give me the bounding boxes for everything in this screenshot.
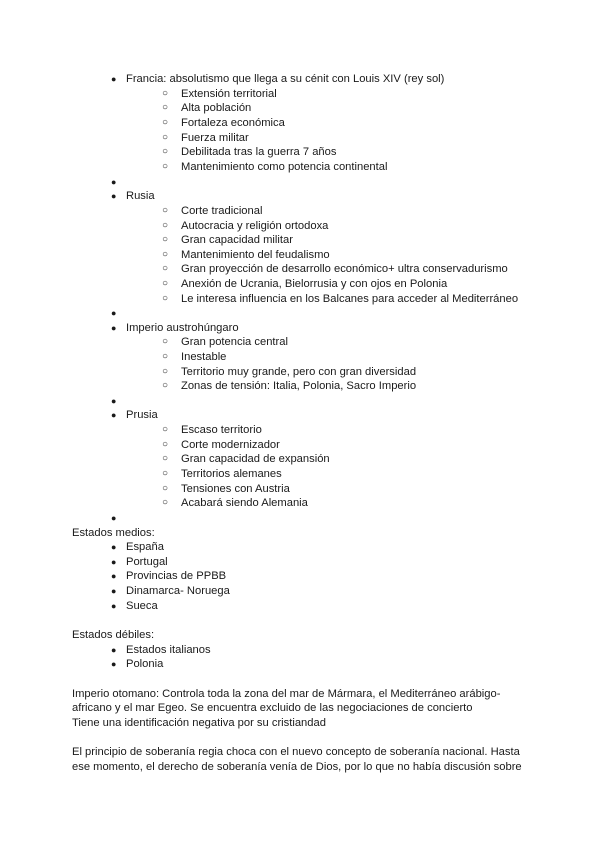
circle-bullet-icon: ○ [162,439,169,450]
bullet-icon: ● [111,571,117,581]
list-item: Dinamarca- Noruega [126,585,230,597]
list-item: Zonas de tensión: Italia, Polonia, Sacro Imperio [181,380,417,392]
bullet-icon: ● [111,410,117,420]
bullet-icon: ● [111,191,117,201]
group-title-rusia: Rusia [126,190,155,202]
circle-bullet-icon: ○ [162,336,169,347]
circle-bullet-icon: ○ [162,366,169,377]
list-item: Debilitada tras la guerra 7 años [181,146,337,158]
group-title-prusia: Prusia [126,409,158,421]
circle-bullet-icon: ○ [162,117,169,128]
list-item: Fuerza militar [181,132,249,144]
bullet-icon: ● [111,645,117,655]
empty-bullet-icon: ● [111,396,117,406]
list-item: Estados italianos [126,644,211,656]
circle-bullet-icon: ○ [162,161,169,172]
list-item: Fortaleza económica [181,117,285,129]
circle-bullet-icon: ○ [162,293,169,304]
bullet-icon: ● [111,557,117,567]
paragraph-line: El principio de soberanía regia choca con el nuevo concepto de soberanía nacional. Hasta [72,746,520,758]
group-title-francia: Francia: absolutismo que llega a su cénit con Louis XIV (rey sol) [126,73,445,85]
circle-bullet-icon: ○ [162,380,169,391]
circle-bullet-icon: ○ [162,249,169,260]
circle-bullet-icon: ○ [162,351,169,362]
circle-bullet-icon: ○ [162,102,169,113]
list-item: Provincias de PPBB [126,570,227,582]
list-item: Gran capacidad militar [181,234,293,246]
list-item: Territorios alemanes [181,468,282,480]
group-title-austria: Imperio austrohúngaro [126,322,239,334]
circle-bullet-icon: ○ [162,424,169,435]
list-item: Gran proyección de desarrollo económico+ ultra conservadurismo [181,263,508,275]
empty-bullet-icon: ● [111,513,117,523]
circle-bullet-icon: ○ [162,132,169,143]
list-item: Le interesa influencia en los Balcanes para acceder al Mediterráneo [181,293,519,305]
list-item: Polonia [126,658,164,670]
list-item: Mantenimiento como potencia continental [181,161,388,173]
list-item: Mantenimiento del feudalismo [181,249,330,261]
list-item: Inestable [181,351,227,363]
empty-bullet-icon: ● [111,308,117,318]
paragraph-line: Tiene una identificación negativa por su cristiandad [72,717,326,729]
list-item: Tensiones con Austria [181,483,290,495]
circle-bullet-icon: ○ [162,146,169,157]
circle-bullet-icon: ○ [162,497,169,508]
paragraph-line: africano y el mar Egeo. Se encuentra excluido de las negociaciones de concierto [72,702,473,714]
list-item: Portugal [126,556,168,568]
section-heading-debiles: Estados débiles: [72,629,155,641]
circle-bullet-icon: ○ [162,220,169,231]
circle-bullet-icon: ○ [162,483,169,494]
list-item: Acabará siendo Alemania [181,497,308,509]
circle-bullet-icon: ○ [162,468,169,479]
list-item: Alta población [181,102,252,114]
list-item: Gran potencia central [181,336,288,348]
list-item: Corte modernizador [181,439,280,451]
bullet-icon: ● [111,601,117,611]
list-item: Autocracia y religión ortodoxa [181,220,329,232]
bullet-icon: ● [111,542,117,552]
bullet-icon: ● [111,323,117,333]
list-item: Corte tradicional [181,205,263,217]
circle-bullet-icon: ○ [162,234,169,245]
circle-bullet-icon: ○ [162,278,169,289]
circle-bullet-icon: ○ [162,88,169,99]
bullet-icon: ● [111,586,117,596]
list-item: Extensión territorial [181,88,277,100]
circle-bullet-icon: ○ [162,205,169,216]
list-item: Escaso territorio [181,424,262,436]
list-item: Territorio muy grande, pero con gran diversidad [181,366,417,378]
bullet-icon: ● [111,74,117,84]
circle-bullet-icon: ○ [162,453,169,464]
list-item: Anexión de Ucrania, Bielorrusia y con ojos en Polonia [181,278,448,290]
paragraph-line: Imperio otomano: Controla toda la zona del mar de Mármara, el Mediterráneo arábigo- [72,688,501,700]
list-item: Sueca [126,600,158,612]
list-item: España [126,541,164,553]
paragraph-line: ese momento, el derecho de soberanía venía de Dios, por lo que no había discusión sobre [72,761,522,773]
list-item: Gran capacidad de expansión [181,453,330,465]
section-heading-medios: Estados medios: [72,527,155,539]
circle-bullet-icon: ○ [162,263,169,274]
empty-bullet-icon: ● [111,177,117,187]
bullet-icon: ● [111,659,117,669]
